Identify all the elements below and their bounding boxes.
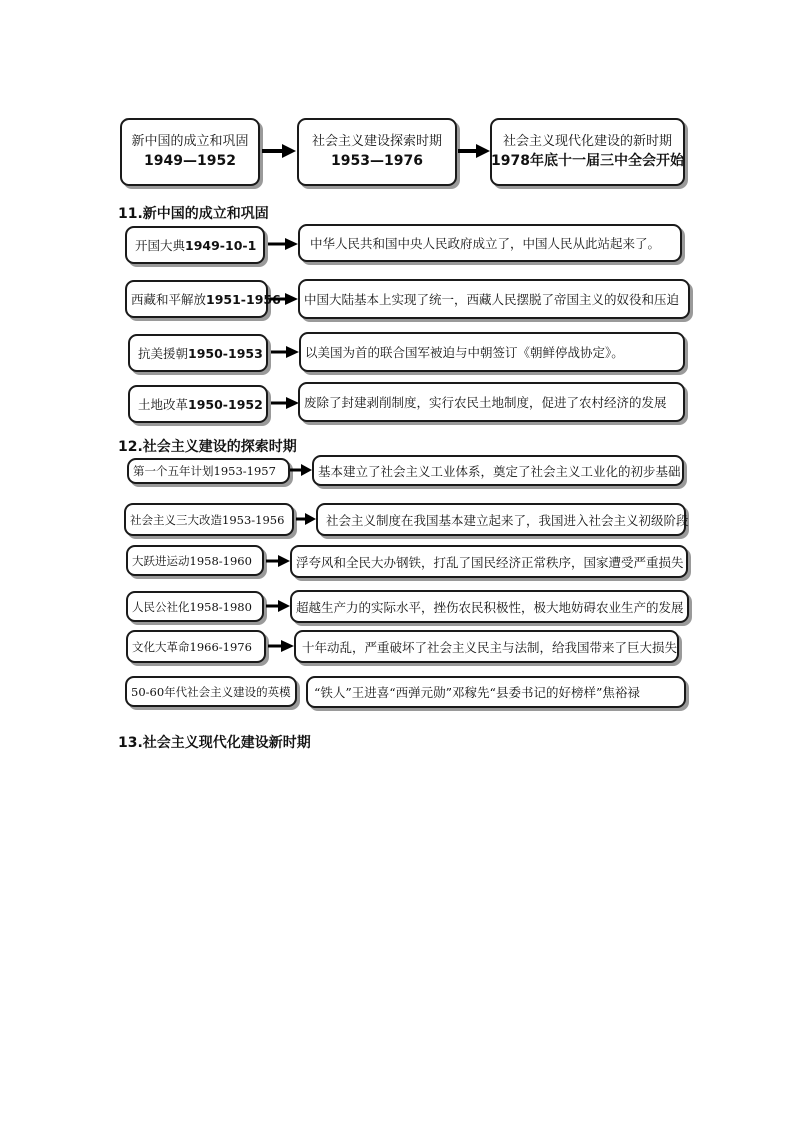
event-name: 大跃进运动1958-1960 <box>132 553 252 568</box>
event-name: 人民公社化1958-1980 <box>132 599 252 614</box>
description-text: 社会主义制度在我国基本建立起来了，我国进入社会主义初级阶段 <box>326 512 689 528</box>
flow-arrow <box>458 143 490 159</box>
event-year: 1950-1953 <box>188 345 263 361</box>
event-description <box>316 503 689 536</box>
event-label <box>128 334 268 372</box>
event-arrow <box>266 600 290 612</box>
event-description <box>298 279 690 319</box>
description-text: 中华人民共和国中央人民政府成立了，中国人民从此站起来了。 <box>310 236 661 251</box>
event-name: 第一个五年计划1953-1957 <box>133 464 276 478</box>
flow-box-founding <box>120 118 260 186</box>
flow-title: 社会主义现代化建设的新时期 <box>502 134 672 149</box>
event-arrow <box>271 396 299 410</box>
section-heading: 11.新中国的成立和巩固 <box>118 206 269 222</box>
flow-box-modernization <box>490 118 685 186</box>
event-label <box>125 280 281 318</box>
description-text: 浮夸风和全民大办钢铁，打乱了国民经济正常秩序，国家遭受严重损失 <box>296 554 684 570</box>
description-text: 十年动乱，严重破坏了社会主义民主与法制，给我国带来了巨大损失 <box>302 639 678 655</box>
event-description <box>312 455 684 486</box>
event-label <box>128 385 268 423</box>
flow-title: 新中国的成立和巩固 <box>131 134 249 149</box>
event-description <box>290 545 688 578</box>
flow-box-exploration <box>297 118 457 186</box>
event-arrow <box>268 640 294 652</box>
event-name: 文化大革命1966-1976 <box>132 639 252 654</box>
event-name: 开国大典 <box>135 238 186 253</box>
event-label <box>124 503 294 536</box>
description-text: 超越生产力的实际水平，挫伤农民积极性，极大地妨碍农业生产的发展 <box>296 599 684 615</box>
event-year: 1951-1956 <box>206 291 281 307</box>
event-arrow <box>268 237 298 251</box>
event-description <box>299 332 685 372</box>
event-description <box>298 224 682 262</box>
event-label <box>126 630 266 663</box>
event-name: 社会主义三大改造1953-1956 <box>130 512 285 527</box>
event-description <box>298 382 685 422</box>
event-arrow <box>266 555 290 567</box>
event-arrow <box>271 345 299 359</box>
flow-title: 社会主义建设探索时期 <box>311 134 442 149</box>
event-label <box>127 458 290 484</box>
event-description <box>290 590 689 623</box>
description-text: 中国大陆基本上实现了统一，西藏人民摆脱了帝国主义的奴役和压迫 <box>304 292 680 307</box>
flow-years: 1949—1952 <box>144 153 236 169</box>
event-arrow <box>290 464 312 476</box>
event-year: 1950-1952 <box>188 396 263 412</box>
event-name: 西藏和平解放 <box>131 292 207 307</box>
section-heading: 12.社会主义建设的探索时期 <box>118 439 297 455</box>
event-arrow <box>270 292 298 306</box>
event-label <box>125 676 297 707</box>
event-description <box>306 676 686 708</box>
section-heading: 13.社会主义现代化建设新时期 <box>118 735 311 751</box>
flow-arrow <box>262 143 296 159</box>
description-text: 废除了封建剥削制度，实行农民土地制度，促进了农村经济的发展 <box>304 395 667 410</box>
event-label <box>126 591 264 622</box>
event-name: 土地改革 <box>138 397 189 412</box>
flow-years: 1953—1976 <box>331 153 423 169</box>
flow-years: 1978年底十一届三中全会开始 <box>491 153 684 169</box>
event-arrow <box>296 513 316 525</box>
event-label <box>125 226 265 264</box>
event-name: 50-60年代社会主义建设的英模 <box>131 684 291 699</box>
description-text: 以美国为首的联合国军被迫与中朝签订《朝鲜停战协定》。 <box>305 345 624 360</box>
event-description <box>294 630 679 663</box>
event-name: 抗美援朝 <box>138 346 189 361</box>
description-text: “铁人”王进喜“西弹元勋”邓稼先“县委书记的好榜样”焦裕禄 <box>314 685 640 700</box>
event-year: 1949-10-1 <box>185 237 257 253</box>
description-text: 基本建立了社会主义工业体系，奠定了社会主义工业化的初步基础 <box>318 463 681 479</box>
event-label <box>126 545 264 576</box>
